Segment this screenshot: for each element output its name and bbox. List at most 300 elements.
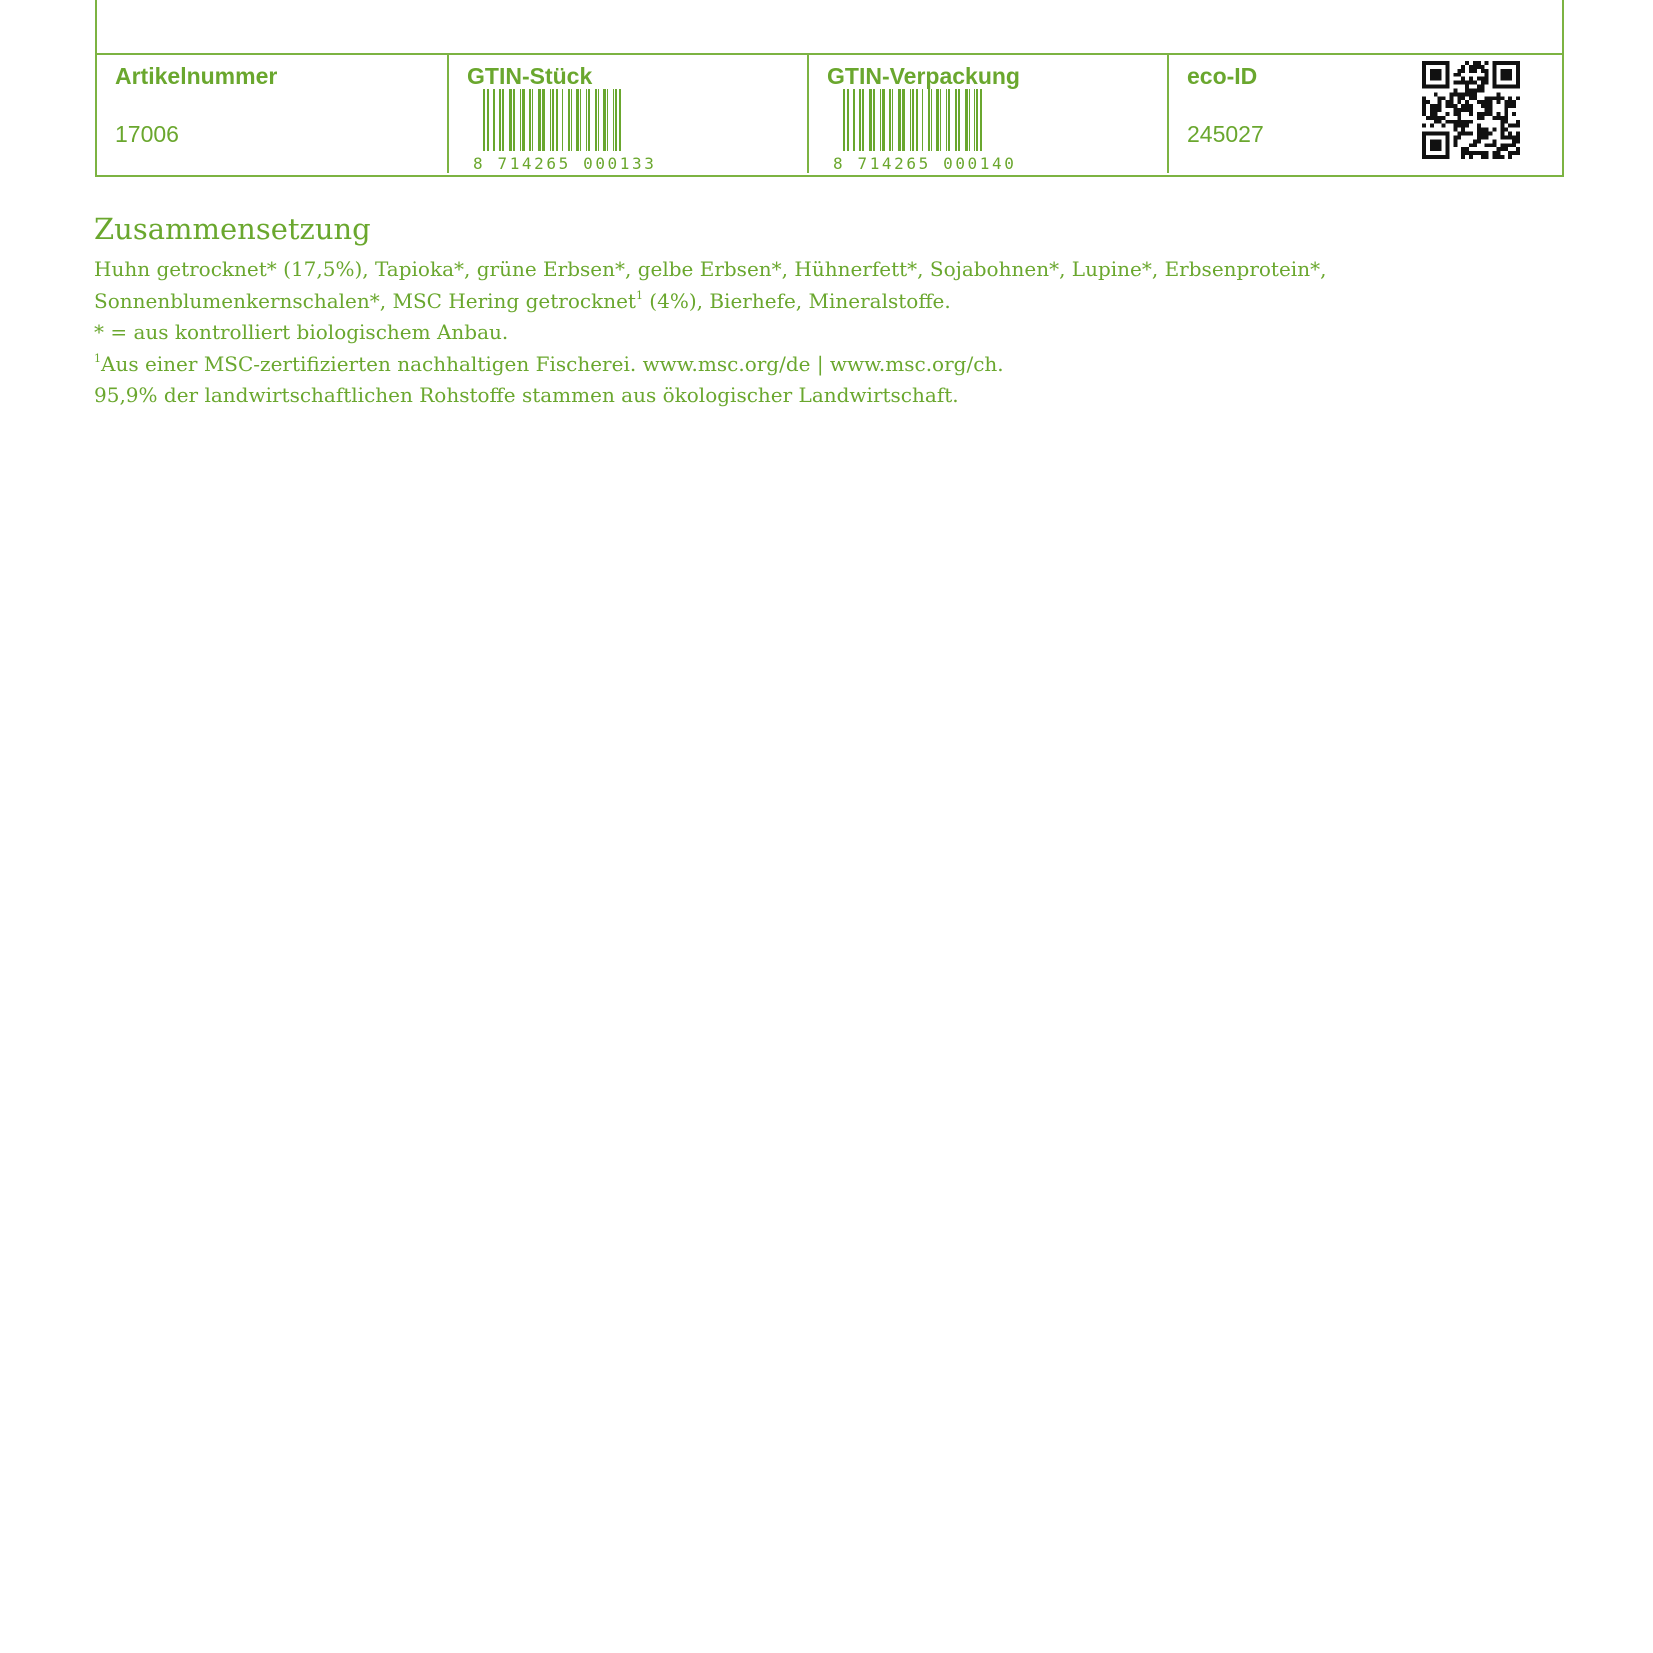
qr-module bbox=[1489, 132, 1493, 136]
qr-module bbox=[1453, 73, 1457, 77]
qr-module bbox=[1465, 85, 1469, 89]
qr-module bbox=[1500, 155, 1504, 159]
barcode-bar bbox=[889, 89, 891, 153]
product-info-table bbox=[95, 0, 1564, 177]
qr-module bbox=[1504, 128, 1508, 132]
qr-module bbox=[1504, 143, 1508, 147]
qr-module bbox=[1438, 96, 1442, 100]
qr-module bbox=[1457, 124, 1461, 128]
barcode-bar bbox=[931, 89, 932, 153]
qr-module bbox=[1426, 116, 1430, 120]
qr-module bbox=[1512, 104, 1516, 108]
qr-module bbox=[1461, 65, 1465, 69]
barcode-bar bbox=[598, 89, 599, 153]
qr-module bbox=[1500, 135, 1504, 139]
qr-module bbox=[1493, 96, 1497, 100]
barcode-bar bbox=[529, 89, 531, 153]
qr-module bbox=[1438, 116, 1442, 120]
qr-module bbox=[1496, 96, 1500, 100]
qr-module bbox=[1516, 96, 1520, 100]
qr-module bbox=[1442, 116, 1446, 120]
qr-module bbox=[1465, 132, 1469, 136]
qr-module bbox=[1512, 139, 1516, 143]
qr-module bbox=[1434, 112, 1438, 116]
qr-module bbox=[1493, 155, 1497, 159]
qr-module bbox=[1426, 100, 1430, 104]
qr-module bbox=[1504, 100, 1508, 104]
qr-module bbox=[1477, 77, 1481, 81]
qr-module bbox=[1473, 81, 1477, 85]
qr-module bbox=[1504, 108, 1508, 112]
qr-module bbox=[1500, 96, 1504, 100]
barcode-bar bbox=[532, 89, 533, 153]
eco-id-value: 245027 bbox=[1187, 121, 1264, 147]
qr-module bbox=[1453, 88, 1457, 92]
barcode-bar bbox=[613, 89, 614, 153]
qr-module bbox=[1500, 128, 1504, 132]
barcode-bar bbox=[955, 89, 957, 153]
qr-module bbox=[1465, 108, 1469, 112]
qr-module bbox=[1469, 132, 1473, 136]
qr-module bbox=[1449, 120, 1453, 124]
barcode-bar bbox=[522, 89, 525, 153]
barcode-bar bbox=[571, 89, 572, 153]
qr-module bbox=[1481, 65, 1485, 69]
qr-module bbox=[1508, 124, 1512, 128]
qr-module bbox=[1453, 120, 1457, 124]
article-number-cell bbox=[97, 55, 447, 173]
barcode-bar bbox=[542, 89, 545, 153]
qr-module bbox=[1481, 135, 1485, 139]
qr-finder bbox=[1430, 69, 1442, 81]
qr-module bbox=[1465, 100, 1469, 104]
qr-module bbox=[1457, 135, 1461, 139]
qr-module bbox=[1477, 132, 1481, 136]
qr-module bbox=[1481, 116, 1485, 120]
barcode-bar bbox=[946, 89, 947, 153]
qr-module bbox=[1485, 112, 1489, 116]
qr-module bbox=[1461, 108, 1465, 112]
qr-module bbox=[1469, 143, 1473, 147]
barcode-bar bbox=[922, 89, 923, 153]
qr-module bbox=[1508, 132, 1512, 136]
qr-module bbox=[1449, 100, 1453, 104]
qr-module bbox=[1481, 104, 1485, 108]
msc-footnote-text: Aus einer MSC-zertifizierten nachhaltigen Fischerei. www.msc.org/de | www.msc.org/ch. bbox=[101, 351, 1004, 376]
qr-module bbox=[1485, 77, 1489, 81]
qr-module bbox=[1477, 85, 1481, 89]
qr-module bbox=[1434, 108, 1438, 112]
qr-module bbox=[1453, 104, 1457, 108]
qr-module bbox=[1438, 120, 1442, 124]
qr-module bbox=[1461, 77, 1465, 81]
barcode-bar bbox=[958, 89, 960, 153]
qr-module bbox=[1477, 88, 1481, 92]
qr-module bbox=[1469, 155, 1473, 159]
qr-module bbox=[1508, 135, 1512, 139]
qr-module bbox=[1481, 81, 1485, 85]
msc-footnote bbox=[94, 349, 1554, 381]
qr-module bbox=[1422, 124, 1426, 128]
qr-module bbox=[1469, 92, 1473, 96]
qr-module bbox=[1465, 124, 1469, 128]
qr-module bbox=[1500, 120, 1504, 124]
qr-module bbox=[1493, 128, 1497, 132]
qr-module bbox=[1465, 88, 1469, 92]
barcode-bar bbox=[568, 89, 570, 153]
barcode-bar bbox=[520, 89, 521, 153]
qr-module bbox=[1453, 128, 1457, 132]
qr-module bbox=[1504, 112, 1508, 116]
barcode-bar bbox=[859, 89, 861, 153]
qr-module bbox=[1469, 108, 1473, 112]
qr-module bbox=[1457, 120, 1461, 124]
qr-module bbox=[1446, 104, 1450, 108]
composition-ingredients-line-1: Huhn getrocknet* (17,5%), Tapioka*, grüne Erbsen*, gelbe Erbsen*, Hühnerfett*, Sojabohnen*, Lupine*, Erbsenprotein*, bbox=[94, 257, 1327, 281]
composition-title: Zusammensetzung bbox=[94, 212, 371, 246]
qr-module bbox=[1481, 69, 1485, 73]
qr-module bbox=[1446, 100, 1450, 104]
gtin-package-cell bbox=[807, 55, 1167, 173]
barcode-bar bbox=[948, 89, 950, 153]
qr-module bbox=[1512, 112, 1516, 116]
gtin-package-label: GTIN-Verpackung bbox=[827, 63, 1020, 89]
barcode-bar bbox=[902, 89, 905, 153]
qr-module bbox=[1477, 112, 1481, 116]
qr-module bbox=[1485, 61, 1489, 65]
gtin-package-barcode-text: 8 714265 000140 bbox=[833, 154, 1017, 171]
barcode-bar bbox=[586, 89, 587, 153]
qr-module bbox=[1469, 65, 1473, 69]
qr-module bbox=[1477, 135, 1481, 139]
qr-module bbox=[1457, 116, 1461, 120]
barcode-bar bbox=[550, 89, 551, 153]
qr-module bbox=[1496, 112, 1500, 116]
barcode-bar bbox=[595, 89, 597, 153]
qr-module bbox=[1489, 96, 1493, 100]
qr-module bbox=[1481, 151, 1485, 155]
barcode-bar bbox=[538, 89, 541, 153]
qr-module bbox=[1434, 92, 1438, 96]
qr-module bbox=[1457, 69, 1461, 73]
qr-module bbox=[1512, 100, 1516, 104]
qr-module bbox=[1489, 104, 1493, 108]
qr-module bbox=[1469, 120, 1473, 124]
qr-module bbox=[1473, 61, 1477, 65]
qr-module bbox=[1469, 81, 1473, 85]
qr-module bbox=[1461, 128, 1465, 132]
qr-module bbox=[1504, 147, 1508, 151]
composition-section bbox=[94, 212, 1554, 412]
qr-module bbox=[1469, 77, 1473, 81]
barcode-bar bbox=[513, 89, 515, 153]
qr-module bbox=[1473, 151, 1477, 155]
barcode-bar bbox=[873, 89, 875, 153]
gtin-package-barcode bbox=[829, 89, 1019, 171]
qr-module bbox=[1512, 151, 1516, 155]
qr-module bbox=[1453, 139, 1457, 143]
qr-module bbox=[1422, 108, 1426, 112]
barcode-bar bbox=[562, 89, 563, 153]
article-number-value: 17006 bbox=[115, 121, 179, 147]
qr-module bbox=[1500, 116, 1504, 120]
qr-module bbox=[1493, 139, 1497, 143]
qr-module bbox=[1516, 151, 1520, 155]
qr-module bbox=[1481, 88, 1485, 92]
qr-module bbox=[1485, 143, 1489, 147]
qr-module bbox=[1489, 112, 1493, 116]
qr-module bbox=[1453, 81, 1457, 85]
qr-module bbox=[1508, 151, 1512, 155]
barcode-bar bbox=[493, 89, 495, 153]
qr-module bbox=[1500, 124, 1504, 128]
qr-module bbox=[1500, 132, 1504, 136]
qr-module bbox=[1477, 61, 1481, 65]
gtin-piece-barcode bbox=[469, 89, 659, 171]
gtin-piece-cell bbox=[447, 55, 807, 173]
barcode-bar bbox=[898, 89, 901, 153]
qr-module bbox=[1453, 92, 1457, 96]
qr-module bbox=[1477, 128, 1481, 132]
qr-module bbox=[1493, 151, 1497, 155]
qr-module bbox=[1449, 96, 1453, 100]
barcode-bar bbox=[580, 89, 581, 153]
qr-module bbox=[1430, 116, 1434, 120]
qr-module bbox=[1457, 112, 1461, 116]
qr-module bbox=[1485, 69, 1489, 73]
qr-module bbox=[1493, 116, 1497, 120]
qr-module bbox=[1449, 92, 1453, 96]
qr-code-icon bbox=[1422, 61, 1520, 159]
qr-module bbox=[1496, 147, 1500, 151]
qr-module bbox=[1481, 155, 1485, 159]
qr-module bbox=[1500, 143, 1504, 147]
qr-module bbox=[1516, 139, 1520, 143]
qr-module bbox=[1457, 132, 1461, 136]
qr-finder bbox=[1430, 139, 1442, 151]
qr-module bbox=[1457, 81, 1461, 85]
qr-module bbox=[1473, 69, 1477, 73]
barcode-bar bbox=[853, 89, 855, 153]
qr-module bbox=[1430, 108, 1434, 112]
barcode-bar bbox=[509, 89, 512, 153]
barcode-bar bbox=[869, 89, 872, 153]
qr-module bbox=[1516, 147, 1520, 151]
qr-module bbox=[1485, 132, 1489, 136]
qr-module bbox=[1512, 135, 1516, 139]
qr-module bbox=[1473, 96, 1477, 100]
qr-module bbox=[1477, 139, 1481, 143]
qr-module bbox=[1485, 135, 1489, 139]
qr-module bbox=[1461, 147, 1465, 151]
qr-module bbox=[1461, 155, 1465, 159]
qr-module bbox=[1461, 96, 1465, 100]
qr-module bbox=[1442, 96, 1446, 100]
qr-module bbox=[1453, 124, 1457, 128]
qr-module bbox=[1457, 96, 1461, 100]
qr-module bbox=[1465, 151, 1469, 155]
qr-module bbox=[1434, 116, 1438, 120]
qr-module bbox=[1489, 143, 1493, 147]
barcode-bar bbox=[936, 89, 939, 153]
qr-module bbox=[1508, 143, 1512, 147]
qr-module bbox=[1485, 73, 1489, 77]
barcode-bar bbox=[502, 89, 504, 153]
barcode-bar bbox=[892, 89, 893, 153]
qr-module bbox=[1438, 108, 1442, 112]
qr-module bbox=[1477, 65, 1481, 69]
qr-module bbox=[1430, 124, 1434, 128]
qr-module bbox=[1477, 151, 1481, 155]
qr-module bbox=[1422, 96, 1426, 100]
qr-module bbox=[1481, 112, 1485, 116]
qr-module bbox=[1442, 124, 1446, 128]
qr-module bbox=[1461, 81, 1465, 85]
barcode-bar bbox=[974, 89, 975, 153]
gtin-piece-label: GTIN-Stück bbox=[467, 63, 593, 89]
barcode-bar bbox=[910, 89, 911, 153]
qr-module bbox=[1516, 132, 1520, 136]
organic-note: * = aus kontrolliert biologischem Anbau. bbox=[94, 320, 509, 344]
qr-module bbox=[1461, 124, 1465, 128]
qr-module bbox=[1493, 143, 1497, 147]
qr-module bbox=[1477, 116, 1481, 120]
qr-module bbox=[1461, 69, 1465, 73]
qr-finder bbox=[1500, 69, 1512, 81]
barcode-bar bbox=[965, 89, 968, 153]
qr-module bbox=[1457, 100, 1461, 104]
qr-module bbox=[1465, 147, 1469, 151]
table-top-row bbox=[97, 0, 1562, 55]
qr-module bbox=[1422, 112, 1426, 116]
composition-ingredients-line-2 bbox=[94, 286, 1554, 318]
qr-module bbox=[1489, 108, 1493, 112]
qr-module bbox=[1485, 108, 1489, 112]
qr-module bbox=[1461, 120, 1465, 124]
qr-module bbox=[1453, 108, 1457, 112]
qr-module bbox=[1438, 104, 1442, 108]
organic-share-note: 95,9% der landwirtschaftlichen Rohstoffe stammen aus ökologischer Landwirtschaft. bbox=[94, 383, 959, 407]
qr-module bbox=[1457, 108, 1461, 112]
qr-module bbox=[1485, 155, 1489, 159]
qr-module bbox=[1449, 104, 1453, 108]
qr-module bbox=[1461, 151, 1465, 155]
qr-module bbox=[1504, 120, 1508, 124]
qr-module bbox=[1465, 104, 1469, 108]
barcode-bar bbox=[882, 89, 885, 153]
eco-id-label: eco-ID bbox=[1187, 63, 1258, 89]
qr-module bbox=[1469, 112, 1473, 116]
qr-module bbox=[1516, 135, 1520, 139]
qr-module bbox=[1477, 100, 1481, 104]
qr-module bbox=[1504, 104, 1508, 108]
qr-module bbox=[1481, 132, 1485, 136]
qr-module bbox=[1477, 124, 1481, 128]
gtin-piece-barcode-text: 8 714265 000133 bbox=[473, 154, 657, 171]
qr-module bbox=[1508, 100, 1512, 104]
qr-module bbox=[1485, 81, 1489, 85]
qr-module bbox=[1473, 92, 1477, 96]
qr-module bbox=[1481, 85, 1485, 89]
barcode-bar bbox=[603, 89, 606, 153]
barcode-bar bbox=[607, 89, 608, 153]
qr-module bbox=[1469, 69, 1473, 73]
barcode-bar bbox=[940, 89, 941, 153]
qr-module bbox=[1434, 120, 1438, 124]
qr-module bbox=[1461, 132, 1465, 136]
qr-module bbox=[1512, 124, 1516, 128]
qr-module bbox=[1496, 116, 1500, 120]
footnote-marker: 1 bbox=[94, 351, 101, 365]
qr-module bbox=[1469, 151, 1473, 155]
qr-module bbox=[1430, 104, 1434, 108]
qr-module bbox=[1500, 147, 1504, 151]
qr-module bbox=[1446, 112, 1450, 116]
qr-module bbox=[1481, 100, 1485, 104]
qr-module bbox=[1512, 143, 1516, 147]
qr-module bbox=[1465, 120, 1469, 124]
qr-module bbox=[1446, 120, 1450, 124]
barcode-bar bbox=[499, 89, 501, 153]
qr-module bbox=[1453, 135, 1457, 139]
qr-module bbox=[1485, 104, 1489, 108]
qr-module bbox=[1489, 100, 1493, 104]
qr-module bbox=[1496, 151, 1500, 155]
barcode-bar bbox=[928, 89, 930, 153]
qr-module bbox=[1485, 100, 1489, 104]
qr-module bbox=[1516, 124, 1520, 128]
qr-module bbox=[1496, 100, 1500, 104]
qr-module bbox=[1508, 96, 1512, 100]
qr-module bbox=[1485, 151, 1489, 155]
qr-module bbox=[1457, 73, 1461, 77]
barcode-bar bbox=[588, 89, 590, 153]
barcode-bar bbox=[969, 89, 970, 153]
qr-module bbox=[1465, 61, 1469, 65]
qr-module bbox=[1473, 143, 1477, 147]
qr-module bbox=[1453, 112, 1457, 116]
ingredients-part-b: (4%), Bierhefe, Mineralstoffe. bbox=[642, 288, 951, 313]
footnote-marker: 1 bbox=[635, 288, 643, 302]
article-number-label: Artikelnummer bbox=[115, 63, 278, 89]
qr-module bbox=[1508, 104, 1512, 108]
barcode-bar bbox=[862, 89, 864, 153]
qr-module bbox=[1496, 92, 1500, 96]
qr-module bbox=[1485, 96, 1489, 100]
qr-module bbox=[1504, 135, 1508, 139]
qr-module bbox=[1508, 155, 1512, 159]
qr-module bbox=[1481, 77, 1485, 81]
qr-module bbox=[1469, 104, 1473, 108]
qr-module bbox=[1434, 104, 1438, 108]
qr-module bbox=[1496, 155, 1500, 159]
barcode-bar bbox=[880, 89, 881, 153]
qr-module bbox=[1422, 104, 1426, 108]
ingredients-part-a: Sonnenblumenkernschalen*, MSC Hering getrocknet bbox=[94, 288, 636, 313]
qr-module bbox=[1422, 100, 1426, 104]
barcode-bar bbox=[576, 89, 579, 153]
qr-module bbox=[1473, 88, 1477, 92]
qr-module bbox=[1516, 120, 1520, 124]
qr-module bbox=[1465, 81, 1469, 85]
qr-module bbox=[1438, 100, 1442, 104]
qr-module bbox=[1473, 139, 1477, 143]
qr-module bbox=[1473, 65, 1477, 69]
qr-module bbox=[1485, 128, 1489, 132]
qr-module bbox=[1457, 92, 1461, 96]
qr-module bbox=[1465, 92, 1469, 96]
qr-module bbox=[1430, 112, 1434, 116]
